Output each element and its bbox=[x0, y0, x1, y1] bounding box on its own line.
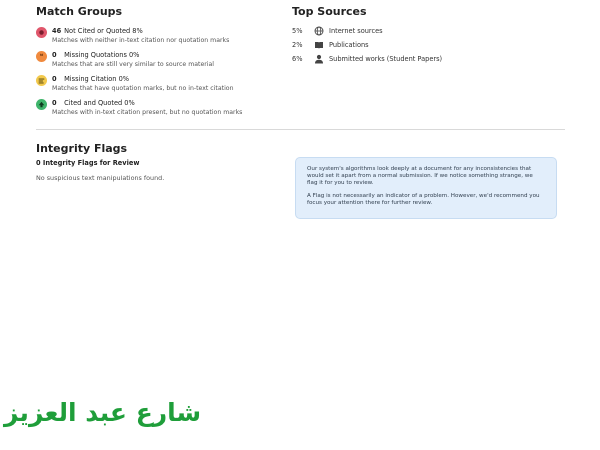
top-source-percent: 5% bbox=[292, 27, 303, 35]
match-group-count: 46 bbox=[52, 27, 62, 35]
top-source-label: Publications bbox=[329, 41, 369, 49]
integrity-flags-title: Integrity Flags bbox=[36, 142, 128, 155]
top-source-percent: 6% bbox=[292, 55, 303, 63]
info-paragraph-1: Our system's algorithms look deeply at a document for any inconsistencies that would set it apart from a normal submission. If we notice something strange, we flag it for you to review. bbox=[307, 166, 533, 186]
match-groups-title: Match Groups bbox=[36, 5, 123, 18]
top-source-label: Submitted works (Student Papers) bbox=[329, 55, 443, 63]
top-sources-title: Top Sources bbox=[292, 5, 367, 18]
book-icon bbox=[314, 40, 324, 50]
match-group-not-cited[interactable] bbox=[36, 27, 276, 49]
flag-icon bbox=[36, 27, 47, 38]
top-source-internet[interactable] bbox=[292, 27, 492, 39]
match-group-count: 0 bbox=[52, 99, 57, 107]
top-source-publications[interactable] bbox=[292, 41, 492, 53]
globe-icon bbox=[314, 26, 324, 36]
integrity-flags-status: No suspicious text manipulations found. bbox=[36, 174, 165, 182]
top-source-submitted-works[interactable] bbox=[292, 55, 492, 67]
match-group-name: Not Cited or Quoted 8% bbox=[64, 27, 143, 35]
match-group-name: Missing Quotations 0% bbox=[64, 51, 140, 59]
quote-icon: ❝ bbox=[36, 51, 47, 62]
match-group-description: Matches that are still very similar to source material bbox=[52, 61, 215, 68]
match-group-label bbox=[52, 99, 135, 107]
section-divider bbox=[36, 129, 565, 130]
match-group-label bbox=[52, 27, 143, 35]
match-group-label bbox=[52, 51, 139, 59]
integrity-info-box bbox=[295, 157, 557, 219]
arabic-watermark: شارع عبد العزيز bbox=[4, 398, 202, 427]
person-icon bbox=[314, 54, 324, 64]
match-group-description: Matches that have quotation marks, but no in-text citation bbox=[52, 85, 234, 92]
match-group-missing-quotations[interactable] bbox=[36, 51, 276, 73]
match-group-name: Cited and Quoted 0% bbox=[64, 99, 135, 107]
match-group-name: Missing Citation 0% bbox=[64, 75, 130, 83]
top-source-percent: 2% bbox=[292, 41, 303, 49]
check-icon bbox=[36, 99, 47, 110]
citation-lines-icon bbox=[36, 75, 47, 86]
integrity-flags-count: 0 Integrity Flags for Review bbox=[36, 159, 140, 167]
match-group-count: 0 bbox=[52, 75, 57, 83]
match-group-count: 0 bbox=[52, 51, 57, 59]
info-paragraph-2: A Flag is not necessarily an indicator of a problem. However, we'd recommend you focus your attention there for further review. bbox=[307, 193, 540, 206]
match-group-missing-citation[interactable] bbox=[36, 75, 276, 97]
match-group-cited-quoted[interactable] bbox=[36, 99, 276, 121]
match-group-label bbox=[52, 75, 129, 83]
match-group-description: Matches with neither in-text citation nor quotation marks bbox=[52, 37, 230, 44]
match-group-description: Matches with in-text citation present, but no quotation marks bbox=[52, 109, 243, 116]
top-source-label: Internet sources bbox=[329, 27, 383, 35]
